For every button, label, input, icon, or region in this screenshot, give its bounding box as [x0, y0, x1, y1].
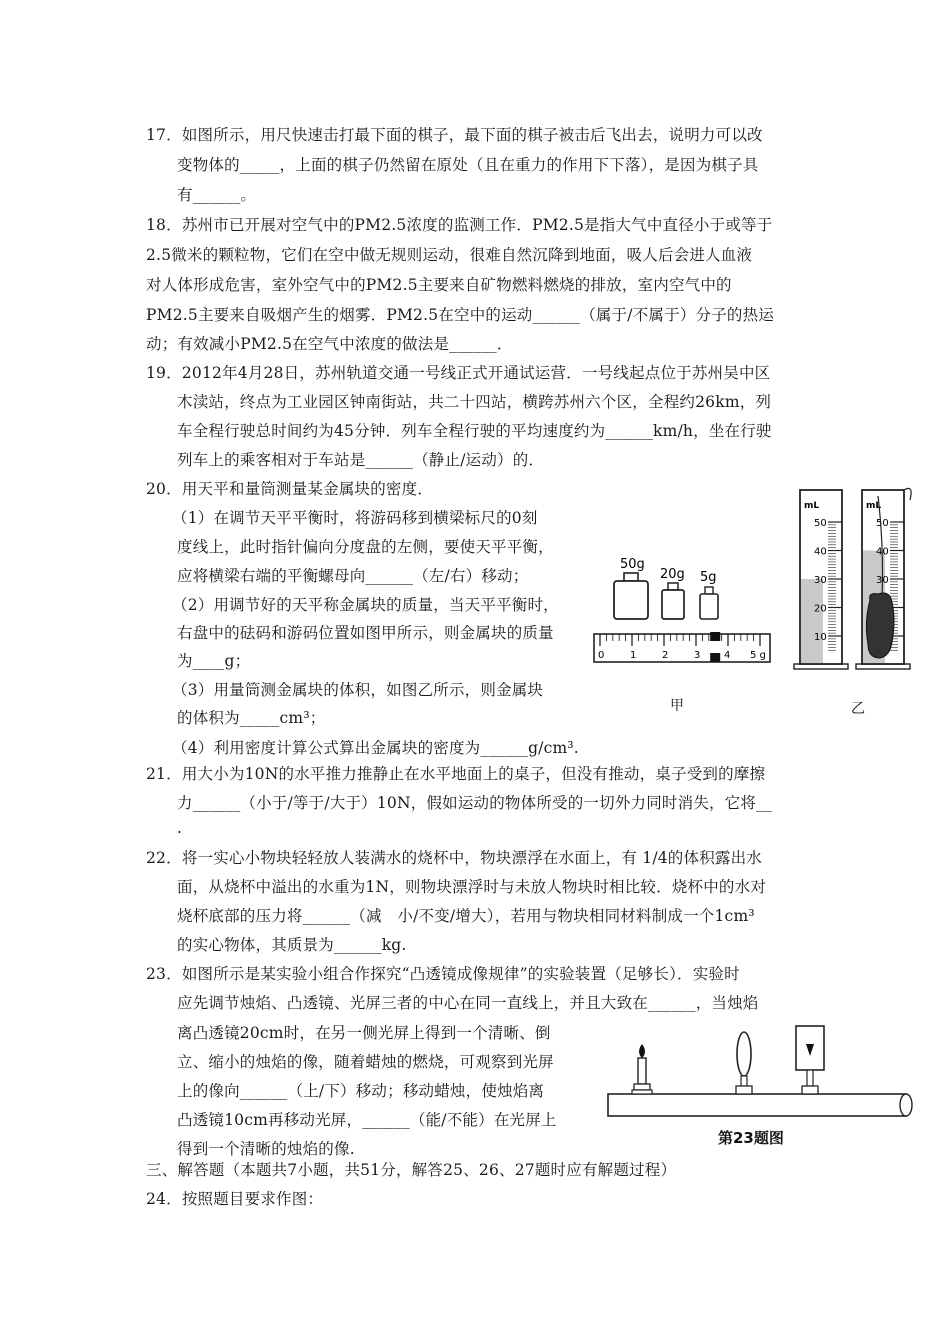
rider-bottom	[710, 653, 720, 662]
figure-23-caption: 第23题图	[718, 1129, 784, 1147]
q23-line-5: 上的像向______（上/下）移动；移动蜡烛，使烛焰离	[177, 1082, 545, 1100]
q21-line-2: 力______（小于/等于/大于）10N，假如运动的物体所受的一切外力同时消失，它将__	[177, 794, 773, 812]
q18-line-1: 18．苏州市已开展对空气中的PM2.5浓度的监测工作．PM2.5是指大气中直径小于或等于	[146, 216, 773, 234]
q20-line-9: 的体积为_____cm³；	[177, 709, 326, 727]
bench-end	[900, 1094, 912, 1116]
q20-line-5: （2）用调节好的天平称金属块的质量，当天平平衡时，	[172, 596, 559, 614]
convex-lens	[737, 1032, 751, 1076]
cylinder-scale-label: 50	[876, 518, 889, 529]
q20-line-1: 20．用天平和量筒测量某金属块的密度．	[146, 480, 434, 498]
q20-line-4: 应将横梁右端的平衡螺母向______（左/右）移动；	[177, 567, 529, 585]
cylinder-scale-label: 10	[814, 632, 827, 643]
q22-line-3: 烧杯底部的压力将______（减 小/不变/增大），若用与物块相同材料制成一个1cm³	[177, 907, 755, 925]
q22-line-4: 的实心物体，其质景为______kg.	[177, 936, 407, 954]
figure-yi-cylinders	[792, 486, 922, 671]
cylinder-scale-label: 30	[876, 575, 889, 586]
q19-line-4: 列车上的乘客相对于车站是______（静止/运动）的．	[177, 451, 545, 469]
q21-line-1: 21．用大小为10N的水平推力推静止在水平地面上的桌子，但没有推动，桌子受到的摩擦	[146, 765, 766, 783]
candle-flame	[639, 1044, 645, 1058]
q20-line-2: （1）在调节天平平衡时，将游码移到横梁标尺的0刻	[172, 509, 538, 527]
cylinder-scale-label: 40	[814, 546, 827, 558]
q20-line-3: 度线上，此时指针偏向分度盘的左侧，要使天平平衡，	[177, 538, 554, 556]
section-3-heading: 三、解答题（本题共7小题，共51分，解答25、26、27题时应有解题过程）	[146, 1161, 677, 1179]
q20-line-7: 为____g；	[177, 652, 251, 670]
q19-line-2: 木渎站，终点为工业园区钟南街站，共二十四站，横跨苏州六个区，全程约26km，列	[177, 393, 772, 411]
candle-holder	[634, 1084, 650, 1090]
cylinder-scale-label: 30	[814, 575, 827, 586]
q21-line-3: .	[177, 819, 183, 837]
q20-line-6: 右盘中的砝码和游码位置如图甲所示，则金属块的质量	[177, 624, 554, 642]
q19-line-1: 19．2012年4月28日，苏州轨道交通一号线正式开通试运营．一号线起点位于苏州吴中区	[146, 364, 771, 382]
screen-stem	[807, 1070, 813, 1086]
weight-50g-label: 50g	[620, 557, 645, 572]
q19-line-3: 车全程行驶总时间约为45分钟．列车全程行驶的平均速度约为______km/h，坐在行驶	[177, 422, 772, 440]
q22-line-2: 面，从烧杯中溢出的水重为1N，则物块漂浮时与未放人物块时相比较．烧杯中的水对	[177, 878, 767, 896]
cylinder-scale-label: 20	[814, 603, 827, 615]
ruler-tick-label-3: 3	[694, 650, 701, 661]
lens-base	[736, 1086, 752, 1094]
q22-line-1: 22．将一实心小物块轻轻放人装满水的烧杯中，物块漂浮在水面上，有 1/4的体积露出水	[146, 849, 762, 867]
q23-line-3: 离凸透镜20cm时，在另一侧光屏上得到一个清晰、倒	[177, 1024, 551, 1042]
q23-line-2: 应先调节烛焰、凸透镜、光屏三者的中心在同一直线上，并且大致在______，当烛焰	[177, 994, 759, 1012]
ruler-tick-label-2: 2	[662, 650, 669, 661]
cylinder-right-unit: mL	[866, 501, 882, 511]
candle-base	[632, 1090, 652, 1094]
q23-line-1: 23．如图所示是某实验小组合作探究“凸透镜成像规律”的实验装置（足够长）．实验时	[146, 965, 740, 983]
cylinder-left-water	[801, 579, 823, 663]
q17-line-1: 17．如图所示，用尺快速击打最下面的棋子，最下面的棋子被击后飞出去，说明力可以改	[146, 126, 763, 144]
q20-line-8: （3）用量筒测金属块的体积，如图乙所示，则金属块	[172, 681, 544, 699]
rider-top	[710, 632, 720, 641]
weight-50g-knob	[624, 573, 638, 581]
ruler-tick-label-0: 0	[598, 650, 605, 661]
q18-line-5: 动；有效减小PM2.5在空气中浓度的做法是______．	[146, 335, 513, 353]
weight-20g-body	[662, 590, 684, 619]
figure-jia-balance	[590, 548, 780, 673]
figure-jia-label: 甲	[670, 698, 684, 714]
q23-line-6: 凸透镜10cm再移动光屏，______（能/不能）在光屏上	[177, 1111, 557, 1129]
q18-line-4: PM2.5主要来自吸烟产生的烟雾．PM2.5在空中的运动______（属于/不属于）分子的热运	[146, 306, 775, 324]
cylinder-left-unit: mL	[804, 501, 820, 511]
weight-20g-knob	[668, 583, 678, 590]
figure-23-optical-bench	[600, 1018, 920, 1128]
q18-line-2: 2.5微米的颗粒物，它们在空中做无规则运动，很难自然沉降到地面，吸人后会进人血液	[146, 246, 753, 264]
q20-line-10: （4）利用密度计算公式算出金属块的密度为______g/cm³.	[172, 739, 579, 757]
ruler-tick-label-5: 5 g	[750, 650, 766, 661]
weight-5g-knob	[705, 587, 713, 594]
q23-line-4: 立、缩小的烛焰的像，随着蜡烛的燃烧，可观察到光屏	[177, 1053, 554, 1071]
cylinder-scale-label: 40	[876, 546, 889, 558]
q24-line-1: 24．按照题目要求作图：	[146, 1190, 324, 1208]
ruler-tick-label-4: 4	[724, 650, 731, 661]
figure-yi-label: 乙	[851, 701, 865, 717]
weight-50g-body	[614, 581, 648, 619]
weight-5g-label: 5g	[700, 570, 717, 585]
q17-line-3: 有______。	[177, 186, 257, 204]
q23-line-7: 得到一个清晰的烛焰的像.	[177, 1140, 355, 1158]
bench-rail	[608, 1094, 906, 1116]
rider-ruler	[594, 634, 770, 662]
metal-block	[866, 593, 894, 658]
candle-body	[638, 1058, 646, 1084]
lens-stem	[741, 1076, 747, 1086]
ruler-tick-label-1: 1	[630, 650, 637, 661]
q18-line-3: 对人体形成危害，室外空气中的PM2.5主要来自矿物燃料燃烧的排放，室内空气中的	[146, 276, 732, 294]
cylinder-scale-label: 50	[814, 518, 827, 529]
weight-5g-body	[700, 594, 718, 619]
screen-base	[802, 1086, 818, 1094]
thread-end	[904, 488, 911, 500]
weight-20g-label: 20g	[660, 567, 685, 582]
q17-line-2: 变物体的_____，上面的棋子仍然留在原处（且在重力的作用下下落），是因为棋子具	[177, 156, 759, 174]
